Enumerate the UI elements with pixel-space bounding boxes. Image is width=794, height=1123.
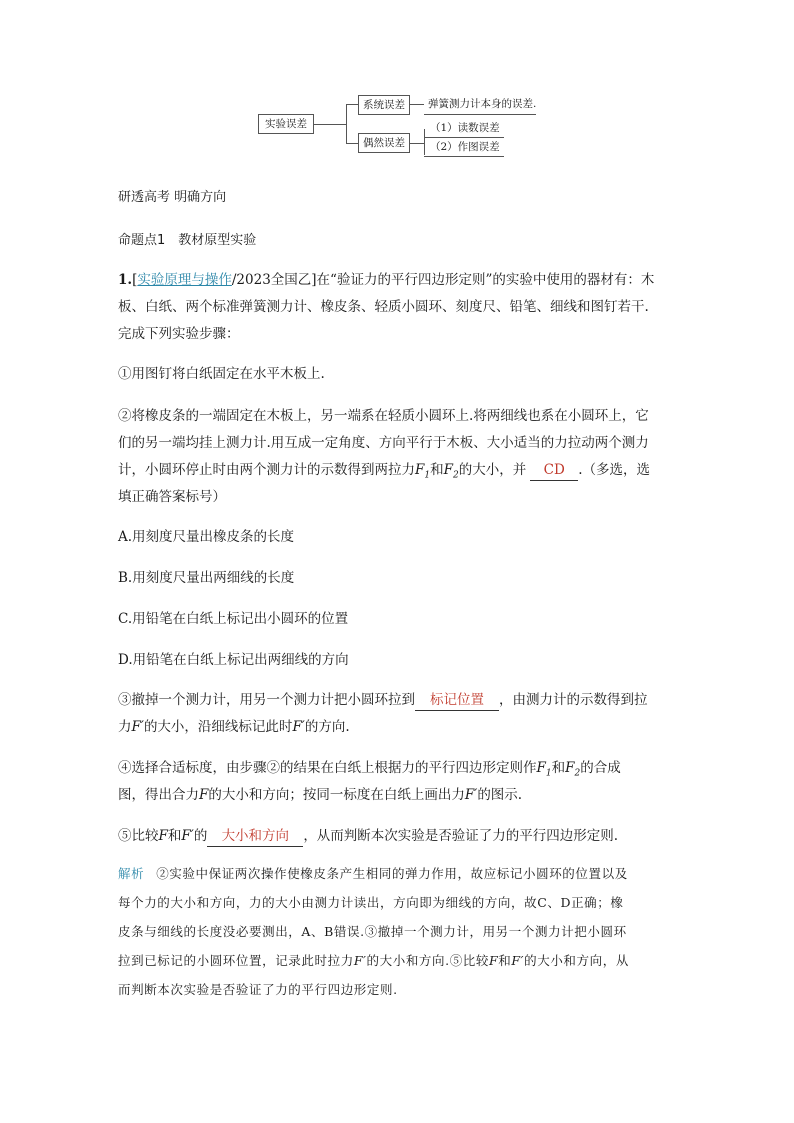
step-2-line-1: ②将橡皮条的一端固定在木板上，另一端系在轻质小圆环上.将两细线也系在小圆环上，它 — [118, 408, 649, 424]
analysis-text: 拉到已标记的小圆环位置，记录此时拉力 — [118, 953, 354, 968]
step-2-text: 和 — [430, 462, 444, 478]
analysis-line-2: 每个力的大小和方向，力的大小由测力计读出，方向即为细线的方向，故C、D正确；橡 — [118, 895, 624, 910]
var-f1: $F_1$ — [536, 760, 552, 779]
analysis-line-3: 皮条与细线的长度没必要测出，A、B错误.③撤掉一个测力计，用另一个测力计把小圆环 — [118, 924, 627, 939]
note-underline — [424, 114, 536, 115]
step-4-text: ④选择合适标度，由步骤②的结果在白纸上根据力的平行四边形定则作 — [118, 760, 537, 776]
answer-blank-3: 大小和方向 — [207, 826, 303, 847]
diagram-connector — [346, 104, 347, 144]
diagram-root-box: 实验误差 — [258, 114, 314, 134]
step-2-text: 计，小圆环停止时由两个测力计的示数得到两拉力 — [118, 462, 415, 478]
diagram-connector — [346, 104, 358, 105]
step-4-text: 图，得出合力 — [118, 787, 199, 803]
answer-blank-2: 标记位置 — [415, 690, 499, 711]
var-f: F — [489, 953, 499, 968]
var-f-prime: F′ — [131, 719, 144, 735]
var-f2: $F_2$ — [565, 760, 581, 779]
step-4-text: 的图示. — [477, 787, 523, 803]
note-underline — [424, 156, 504, 157]
analysis-line-5: 而判断本次实验是否验证了力的平行四边形定则. — [118, 982, 398, 997]
question-number: 1. — [118, 272, 133, 288]
sys-error-box: 系统误差 — [358, 95, 410, 115]
var-f-prime: F′ — [181, 828, 194, 844]
diagram-connector — [314, 124, 346, 125]
step-4-text: 和 — [551, 760, 566, 776]
step-2-line-2: 们的另一端均挂上测力计.用互成一定角度、方向平行于木板、大小适当的力拉动两个测力 — [118, 435, 649, 451]
step-5-text: ，从而判断本次实验是否验证了力的平行四边形定则. — [303, 828, 619, 844]
step-2-text: 的大小，并 — [458, 462, 527, 478]
var-f: F — [199, 787, 209, 803]
analysis-line-1 — [118, 864, 628, 884]
random-note-2: （2）作图误差 — [430, 141, 500, 153]
step-5-text: 和 — [167, 828, 182, 844]
step-3-line-2 — [118, 717, 350, 737]
question-stem-line-2: 板、白纸、两个标准弹簧测力计、橡皮条、轻质小圆环、刻度尺、铅笔、细线和图钉若干. — [118, 299, 649, 315]
option-b: B.用刻度尺量出两细线的长度 — [118, 570, 295, 586]
analysis-label: 解析 — [118, 866, 145, 881]
random-note-1: （1）读数误差 — [430, 122, 500, 134]
question-stem-line-3: 完成下列实验步骤： — [118, 326, 240, 342]
question-stem-text: 在“验证力的平行四边形定则”的实验中使用的器材有：木 — [316, 272, 655, 288]
step-5-text: ⑤比较 — [118, 828, 159, 844]
subsection-title: 命题点1 教材原型实验 — [118, 233, 257, 248]
step-3-text: 的大小，沿细线标记此时 — [143, 719, 293, 735]
step-2-line-4: 填正确答案标号） — [118, 489, 226, 505]
analysis-text: ②实验中保证两次操作使橡皮条产生相同的弹力作用，故应标记小圆环的位置以及 — [156, 866, 628, 881]
var-f2: $F_2$ — [443, 462, 459, 481]
step-3-text: 的方向. — [304, 719, 350, 735]
question-source: /2023全国乙] — [231, 272, 317, 288]
diagram-connector — [410, 104, 424, 105]
question-tag-link[interactable]: 实验原理与操作 — [137, 272, 232, 288]
step-3-text: ，由测力计的示数得到拉 — [499, 692, 648, 708]
diagram-connector — [410, 143, 424, 144]
diagram-connector — [346, 143, 358, 144]
step-4-text: 的大小和方向；按同一标度在白纸上画出力 — [208, 787, 465, 803]
step-3-text: 力 — [118, 719, 132, 735]
var-f: F — [158, 828, 168, 844]
analysis-line-4 — [118, 951, 629, 971]
option-d: D.用铅笔在白纸上标记出两细线的方向 — [118, 652, 349, 668]
step-5 — [118, 826, 618, 847]
answer-blank-1: CD — [530, 460, 578, 481]
bracket-open: [ — [132, 272, 138, 288]
var-f-prime: F′ — [464, 787, 478, 803]
analysis-text: 的大小和方向.⑤比较 — [366, 953, 490, 968]
step-1: ①用图钉将白纸固定在水平木板上. — [118, 366, 325, 382]
diagram-connector — [424, 129, 425, 155]
var-f1: $F_1$ — [415, 462, 431, 481]
step-2-line-3 — [118, 460, 650, 486]
step-4-line-2 — [118, 785, 522, 805]
step-3-line-1 — [118, 690, 648, 711]
random-error-box: 偶然误差 — [358, 133, 410, 153]
analysis-text: 的大小和方向，从 — [524, 953, 629, 968]
section-title: 研透高考 明确方向 — [118, 190, 227, 205]
var-f-prime: F′ — [511, 953, 525, 968]
step-4-text: 的合成 — [580, 760, 621, 776]
step-3-text: ③撤掉一个测力计，用另一个测力计把小圆环拉到 — [118, 692, 415, 708]
analysis-text: 和 — [498, 953, 512, 968]
question-stem-line-1 — [118, 270, 654, 290]
step-4-line-1 — [118, 758, 621, 784]
var-f-prime: F′ — [353, 953, 367, 968]
var-f-prime: F′ — [292, 719, 305, 735]
option-c: C.用铅笔在白纸上标记出小圆环的位置 — [118, 611, 349, 627]
sys-error-note: 弹簧测力计本身的误差. — [428, 98, 537, 110]
step-5-text: 的 — [193, 828, 208, 844]
step-2-text: .（多选，选 — [578, 462, 651, 478]
option-a: A.用刻度尺量出橡皮条的长度 — [118, 529, 295, 545]
